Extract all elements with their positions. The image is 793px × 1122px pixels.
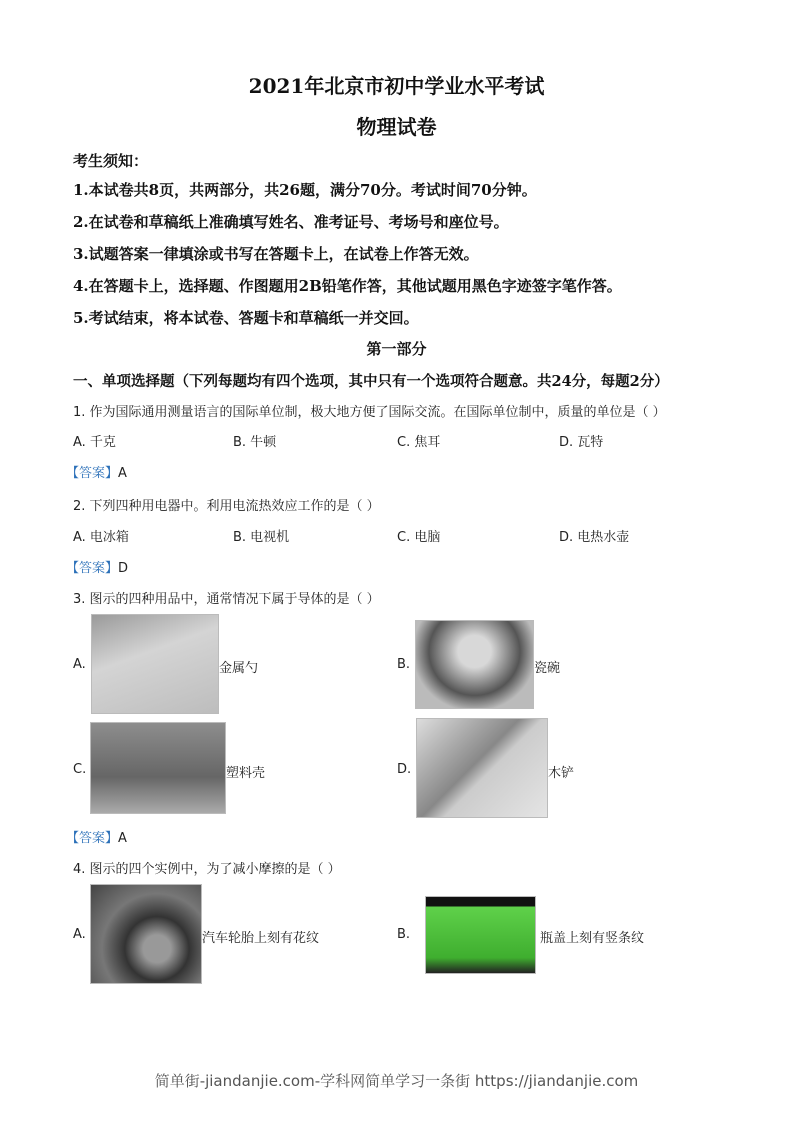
option-letter: C. [73, 762, 87, 777]
option-text: 塑料壳 [226, 766, 266, 781]
answer-value: D [118, 561, 129, 576]
question-stem: 4. 图示的四个实例中，为了减小摩擦的是（ ） [73, 862, 341, 877]
section-heading: 一、单项选择题（下列每题均有四个选项，其中只有一个选项符合题意。共24分，每题2分） [73, 373, 669, 390]
notice-item: 2.在试卷和草稿纸上准确填写姓名、准考证号、考场号和座位号。 [73, 213, 509, 231]
exam-subtitle: 物理试卷 [356, 115, 437, 139]
notice-heading: 考生须知： [73, 152, 149, 170]
option-text: 木铲 [548, 766, 575, 781]
question-stem: 2. 下列四种用电器中。利用电流热效应工作的是（ ） [73, 499, 380, 514]
option: A. 电冰箱 [73, 530, 129, 545]
option: C. 电脑 [397, 530, 441, 545]
answer-value: A [118, 466, 127, 481]
metal-spoon-image [91, 614, 219, 714]
option-text: 瓷碗 [534, 661, 561, 676]
option-letter: A. [73, 657, 86, 672]
option: C. 焦耳 [397, 435, 441, 450]
bottle-cap-image [425, 896, 536, 974]
footer-watermark: 简单街-jiandanjie.com-学科网简单学习一条街 https://jiandanjie.com [154, 1072, 639, 1090]
answer-line [66, 557, 128, 576]
answer-label: 【答案】 [66, 466, 119, 481]
option: A. 千克 [73, 435, 116, 450]
option-letter: B. [397, 927, 411, 942]
option-text: 金属勺 [219, 661, 259, 676]
option-text: 汽车轮胎上刻有花纹 [202, 931, 320, 946]
option: B. 牛顿 [233, 435, 277, 450]
option: D. 瓦特 [559, 435, 604, 450]
answer-value: A [118, 831, 127, 846]
answer-label: 【答案】 [66, 561, 119, 576]
car-tire-image [90, 884, 202, 984]
option-letter: B. [397, 657, 411, 672]
wooden-spatula-image [416, 718, 548, 818]
option: D. 电热水壶 [559, 530, 630, 545]
answer-line [66, 827, 127, 846]
notice-item: 5.考试结束，将本试卷、答题卡和草稿纸一并交回。 [73, 309, 419, 327]
answer-line [66, 462, 127, 481]
option: B. 电视机 [233, 530, 290, 545]
part-heading: 第一部分 [366, 340, 427, 358]
exam-title: 2021年北京市初中学业水平考试 [248, 74, 545, 98]
answer-label: 【答案】 [66, 831, 119, 846]
option-letter: D. [397, 762, 412, 777]
porcelain-bowl-image [415, 620, 534, 709]
notice-item: 1.本试卷共8页，共两部分，共26题，满分70分。考试时间70分钟。 [73, 181, 537, 199]
notice-item: 3.试题答案一律填涂或书写在答题卡上，在试卷上作答无效。 [73, 245, 479, 263]
notice-item: 4.在答题卡上，选择题、作图题用2B铅笔作答，其他试题用黑色字迹签字笔作答。 [73, 277, 622, 295]
option-letter: A. [73, 927, 86, 942]
question-stem: 3. 图示的四种用品中，通常情况下属于导体的是（ ） [73, 592, 380, 607]
question-stem: 1. 作为国际通用测量语言的国际单位制，极大地方便了国际交流。在国际单位制中，质量的单位是（ ） [73, 405, 666, 420]
plastic-case-image [90, 722, 226, 814]
option-text: 瓶盖上刻有竖条纹 [540, 931, 645, 946]
